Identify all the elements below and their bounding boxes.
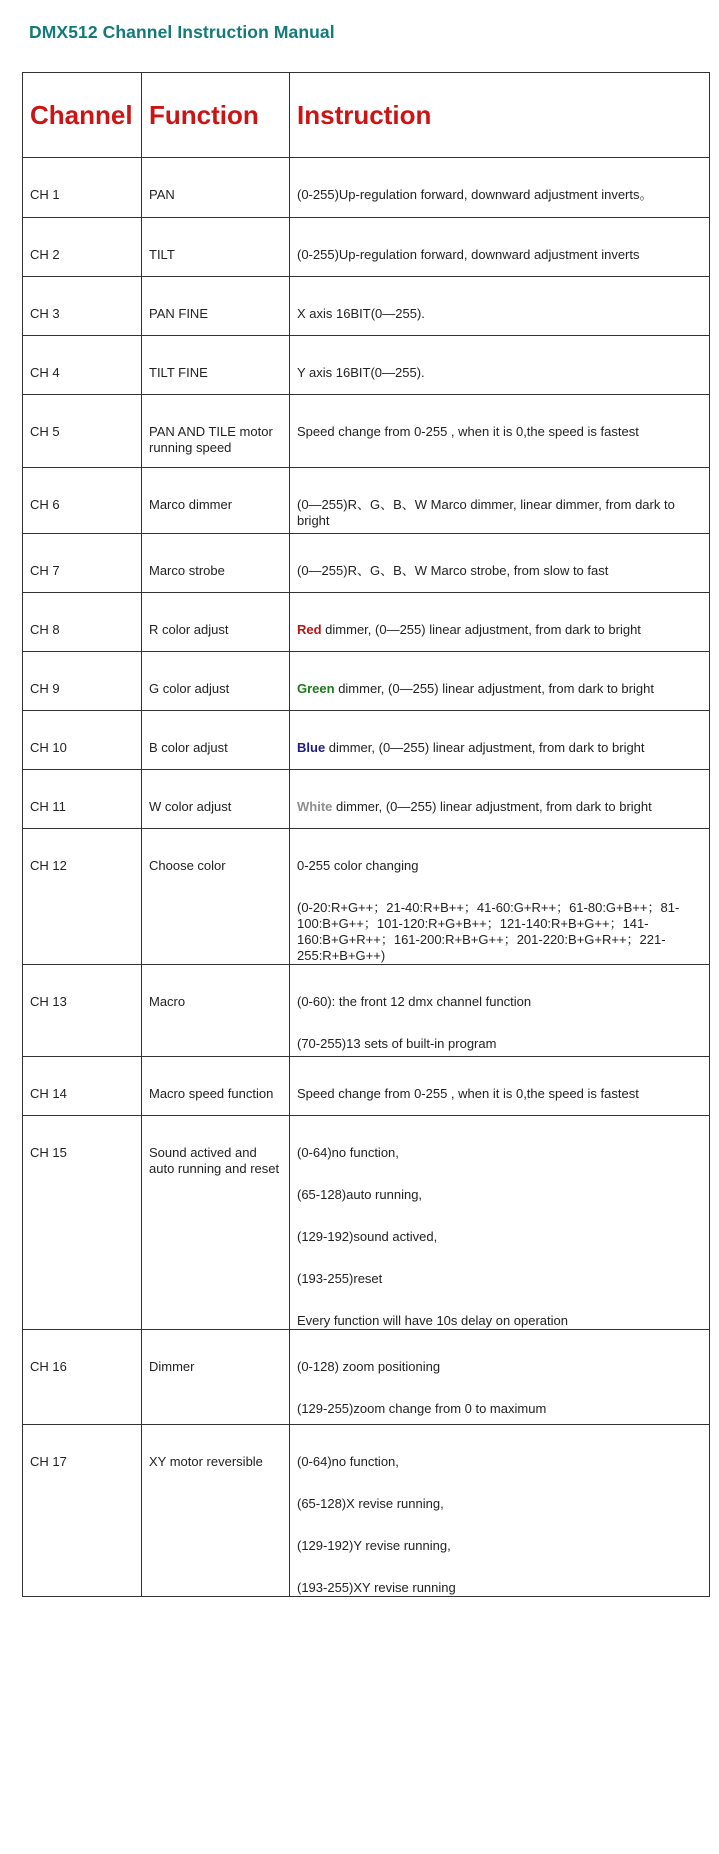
channel-table <box>22 72 710 1597</box>
instruction-text: (193-255)XY revise running <box>297 1580 456 1595</box>
function-cell <box>142 336 290 395</box>
channel-cell <box>23 534 142 593</box>
instruction-cell <box>290 218 710 277</box>
table-row <box>23 534 710 593</box>
instruction-text <box>297 681 702 697</box>
channel-cell <box>23 770 142 829</box>
function-cell <box>142 829 290 965</box>
function-label: PAN <box>149 187 175 202</box>
channel-cell <box>23 218 142 277</box>
table-row <box>23 593 710 652</box>
function-label: Sound actived and auto running and reset <box>149 1145 280 1176</box>
channel-label: CH 6 <box>30 497 60 512</box>
instruction-text: (129-192)Y revise running, <box>297 1538 451 1553</box>
channel-cell <box>23 652 142 711</box>
table-row <box>23 158 710 218</box>
instruction-text <box>297 740 702 756</box>
color-keyword: Green <box>297 681 335 696</box>
header-function: Function <box>142 73 290 158</box>
instruction-text: Every function will have 10s delay on operation <box>297 1313 568 1328</box>
channel-label: CH 10 <box>30 740 67 755</box>
function-cell <box>142 277 290 336</box>
channel-cell <box>23 711 142 770</box>
instruction-text: (0-255)Up-regulation forward, downward adjustment inverts。 <box>297 187 653 202</box>
function-cell <box>142 770 290 829</box>
function-cell <box>142 534 290 593</box>
table-row <box>23 829 710 965</box>
instruction-text: Speed change from 0-255 , when it is 0,the speed is fastest <box>297 424 639 439</box>
function-label: B color adjust <box>149 740 228 755</box>
channel-cell <box>23 593 142 652</box>
table-row <box>23 468 710 534</box>
color-keyword: Blue <box>297 740 326 755</box>
channel-label: CH 12 <box>30 858 67 873</box>
table-row <box>23 652 710 711</box>
instruction-text <box>297 799 702 815</box>
page-title: DMX512 Channel Instruction Manual <box>29 22 335 42</box>
table-row <box>23 965 710 1057</box>
channel-label: CH 5 <box>30 424 60 439</box>
instruction-cell <box>290 158 710 218</box>
channel-cell <box>23 277 142 336</box>
channel-label: CH 8 <box>30 622 60 637</box>
table-row <box>23 770 710 829</box>
channel-label: CH 14 <box>30 1086 67 1101</box>
function-label: Dimmer <box>149 1359 195 1374</box>
function-cell <box>142 652 290 711</box>
instruction-cell <box>290 1425 710 1597</box>
function-cell <box>142 158 290 218</box>
instruction-cell <box>290 1330 710 1425</box>
table-row <box>23 336 710 395</box>
channel-cell <box>23 158 142 218</box>
instruction-cell <box>290 829 710 965</box>
channel-cell <box>23 468 142 534</box>
table-row <box>23 277 710 336</box>
table-row <box>23 711 710 770</box>
instruction-text: (0-60): the front 12 dmx channel function <box>297 994 532 1009</box>
instruction-text: (0-20:R+G++；21-40:R+B++；41-60:G+R++；61-80:G+B++；81-100:B+G++；101-120:R+G+B++；121-140:R+B+G++；141-160:B+G+R++；161-200:R+B+G++；201-220:B+G+R++；221-255:R+B+G++) <box>297 900 680 963</box>
instruction-cell <box>290 770 710 829</box>
function-label: Marco dimmer <box>149 497 233 512</box>
channel-cell <box>23 1425 142 1597</box>
function-label: G color adjust <box>149 681 230 696</box>
channel-cell <box>23 965 142 1057</box>
instruction-cell <box>290 652 710 711</box>
channel-label: CH 2 <box>30 247 60 262</box>
channel-cell <box>23 829 142 965</box>
function-cell <box>142 965 290 1057</box>
instruction-text: (0-255)Up-regulation forward, downward adjustment inverts <box>297 247 640 262</box>
instruction-text: (129-255)zoom change from 0 to maximum <box>297 1401 547 1416</box>
instruction-cell <box>290 711 710 770</box>
channel-label: CH 16 <box>30 1359 67 1374</box>
function-cell <box>142 711 290 770</box>
instruction-text: (65-128)auto running, <box>297 1187 423 1202</box>
function-label: Choose color <box>149 858 226 873</box>
function-cell <box>142 468 290 534</box>
channel-label: CH 3 <box>30 306 60 321</box>
table-header-row <box>23 73 710 158</box>
instruction-text: (129-192)sound actived, <box>297 1229 438 1244</box>
instruction-text: (0—255)R、G、B、W Marco strobe, from slow to fast <box>297 563 609 578</box>
instruction-rest: dimmer, (0—255) linear adjustment, from dark to bright <box>325 740 645 755</box>
channel-label: CH 9 <box>30 681 60 696</box>
instruction-cell <box>290 395 710 468</box>
function-cell <box>142 593 290 652</box>
function-cell <box>142 1330 290 1425</box>
channel-cell <box>23 336 142 395</box>
table-row <box>23 1116 710 1330</box>
channel-label: CH 15 <box>30 1145 67 1160</box>
function-label: TILT FINE <box>149 365 208 380</box>
color-keyword: Red <box>297 622 322 637</box>
instruction-cell <box>290 965 710 1057</box>
channel-label: CH 17 <box>30 1454 67 1469</box>
channel-cell <box>23 1116 142 1330</box>
channel-cell <box>23 1057 142 1116</box>
function-label: W color adjust <box>149 799 232 814</box>
function-cell <box>142 1425 290 1597</box>
instruction-cell <box>290 1116 710 1330</box>
channel-label: CH 13 <box>30 994 67 1009</box>
instruction-text: (70-255)13 sets of built-in program <box>297 1036 497 1051</box>
function-cell <box>142 218 290 277</box>
function-cell <box>142 1057 290 1116</box>
instruction-text: Speed change from 0-255 , when it is 0,the speed is fastest <box>297 1086 639 1101</box>
instruction-text <box>297 622 702 638</box>
instruction-text: X axis 16BIT(0—255). <box>297 306 425 321</box>
table-row <box>23 1057 710 1116</box>
function-label: PAN AND TILE motor running speed <box>149 424 273 455</box>
header-instruction: Instruction <box>290 73 710 158</box>
instruction-rest: dimmer, (0—255) linear adjustment, from dark to bright <box>334 681 654 696</box>
function-label: Macro <box>149 994 186 1009</box>
instruction-text: (0-64)no function, <box>297 1454 399 1469</box>
table-row <box>23 218 710 277</box>
channel-label: CH 1 <box>30 187 60 202</box>
function-label: Marco strobe <box>149 563 225 578</box>
instruction-text: (0-128) zoom positioning <box>297 1359 441 1374</box>
function-label: R color adjust <box>149 622 229 637</box>
instruction-rest: dimmer, (0—255) linear adjustment, from dark to bright <box>321 622 641 637</box>
instruction-text: 0-255 color changing <box>297 858 419 873</box>
header-channel: Channel <box>23 73 142 158</box>
instruction-cell <box>290 1057 710 1116</box>
table-row <box>23 395 710 468</box>
instruction-rest: dimmer, (0—255) linear adjustment, from dark to bright <box>332 799 652 814</box>
instruction-cell <box>290 534 710 593</box>
table-row <box>23 1425 710 1597</box>
instruction-text: (0-64)no function, <box>297 1145 399 1160</box>
function-label: PAN FINE <box>149 306 208 321</box>
channel-cell <box>23 1330 142 1425</box>
instruction-text: (0—255)R、G、B、W Marco dimmer, linear dimmer, from dark to bright <box>297 497 675 528</box>
function-cell <box>142 395 290 468</box>
instruction-cell <box>290 468 710 534</box>
instruction-text: (65-128)X revise running, <box>297 1496 444 1511</box>
function-cell <box>142 1116 290 1330</box>
channel-label: CH 11 <box>30 799 66 814</box>
instruction-cell <box>290 593 710 652</box>
channel-label: CH 7 <box>30 563 60 578</box>
channel-label: CH 4 <box>30 365 60 380</box>
color-keyword: White <box>297 799 333 814</box>
instruction-cell <box>290 277 710 336</box>
channel-cell <box>23 395 142 468</box>
instruction-cell <box>290 336 710 395</box>
function-label: TILT <box>149 247 175 262</box>
instruction-text: Y axis 16BIT(0—255). <box>297 365 425 380</box>
function-label: Macro speed function <box>149 1086 274 1101</box>
table-row <box>23 1330 710 1425</box>
instruction-text: (193-255)reset <box>297 1271 383 1286</box>
function-label: XY motor reversible <box>149 1454 263 1469</box>
